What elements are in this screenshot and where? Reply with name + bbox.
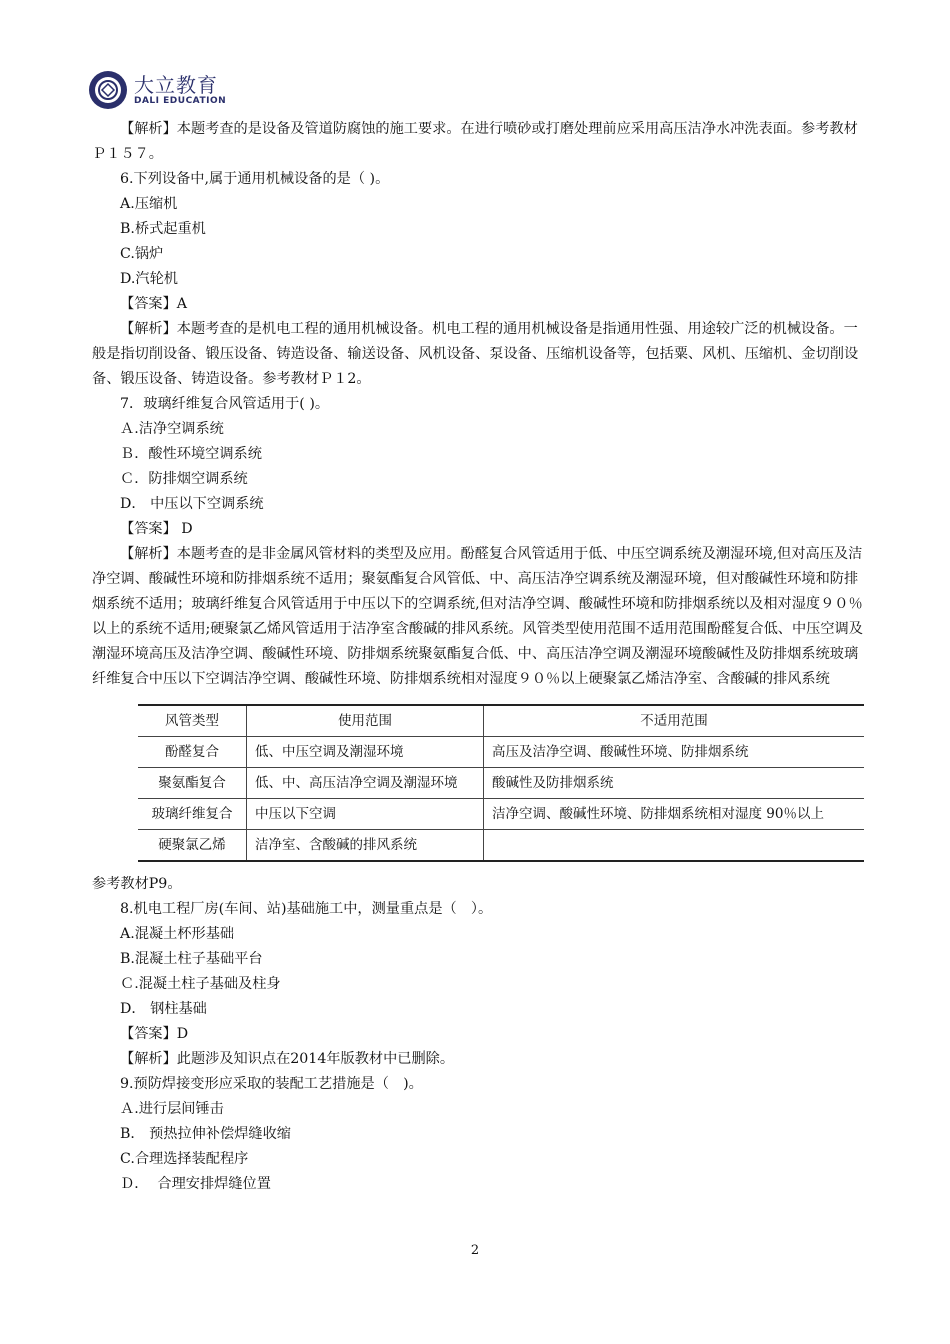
table-cell: 酸碱性及防排烟系统 xyxy=(484,768,865,799)
table-cell xyxy=(484,830,865,862)
duct-type-table xyxy=(138,704,864,862)
table-cell: 洁净空调、酸碱性环境、防排烟系统相对湿度 90％以上 xyxy=(484,799,865,830)
text-line: A.混凝土杯形基础 xyxy=(120,926,235,942)
text-line: Ｃ.混凝土柱子基础及柱身 xyxy=(120,976,281,992)
text-line: 【解析】本题考查的是设备及管道防腐蚀的施工要求。在进行喷砂或打磨处理前应采用高压洁净水冲洗表面。参考教材Ｐ１５７。 xyxy=(92,121,858,162)
table-header-row xyxy=(138,705,864,737)
text-line: D． 中压以下空调系统 xyxy=(120,496,264,512)
table-header: 不适用范围 xyxy=(484,705,865,737)
table-header: 使用范围 xyxy=(247,705,484,737)
text-line: B.桥式起重机 xyxy=(120,221,206,237)
text-line: C.合理选择装配程序 xyxy=(120,1151,249,1167)
table-cell: 聚氨酯复合 xyxy=(138,768,247,799)
header-logo xyxy=(88,70,226,110)
table-cell: 高压及洁净空调、酸碱性环境、防排烟系统 xyxy=(484,737,865,768)
dali-seal-logo xyxy=(88,70,128,110)
question-block-bottom xyxy=(92,872,867,1197)
text-line: 8.机电工程厂房(车间、站)基础施工中，测量重点是（ ）。 xyxy=(120,901,493,917)
table-cell: 中压以下空调 xyxy=(247,799,484,830)
table-header: 风管类型 xyxy=(138,705,247,737)
text-line: Ａ.进行层间锤击 xyxy=(120,1101,224,1117)
text-line: 9.预防焊接变形应采取的装配工艺措施是（ )。 xyxy=(120,1076,423,1092)
text-line: 【解析】本题考查的是机电工程的通用机械设备。机电工程的通用机械设备是指通用性强、用途较广泛的机械设备。一般是指切削设备、锻压设备、铸造设备、输送设备、风机设备、泵设备、压缩机设备等，包括粟、风机、压缩机、金切削设备、锻压设备、铸造设备。参考教材Ｐ１2。 xyxy=(92,321,859,387)
text-line: C.锅炉 xyxy=(120,246,164,262)
text-line: Ｄ． 合理安排焊缝位置 xyxy=(120,1176,271,1192)
text-line: 【解析】本题考查的是非金属风管材料的类型及应用。酚醛复合风管适用于低、中压空调系统及潮湿环境,但对高压及洁净空调、酸碱性环境和防排烟系统不适用；聚氨酯复合风管低、中、高压洁净空调系统及潮湿环境，但对酸碱性环境和防排烟系统不适用；玻璃纤维复合风管适用于中压以下的空调系统,但对洁净空调、酸碱性环境和防排烟系统以及相对湿度９０％以上的系统不适用;硬聚氯乙烯风管适用于洁净室含酸碱的排风系统。风管类型使用范围不适用范围酚醛复合低、中压空调及潮湿环境高压及洁净空调、酸碱性环境、防排烟系统聚氨酯复合低、中、高压洁净空调及潮湿环境酸碱性及防排烟系统玻璃纤维复合中压以下空调洁净空调、酸碱性环境、防排烟系统相对湿度９０％以上硬聚氯乙烯洁净室、含酸碱的排风系统 xyxy=(92,546,863,687)
text-line: D． 钢柱基础 xyxy=(120,1001,207,1017)
table-row xyxy=(138,799,864,830)
table-row xyxy=(138,830,864,862)
table-cell: 酚醛复合 xyxy=(138,737,247,768)
brand-name-en: DALI EDUCATION xyxy=(134,95,227,106)
text-line: 【解析】此题涉及知识点在2014年版教材中已删除。 xyxy=(120,1051,455,1067)
table-row xyxy=(138,768,864,799)
text-line: D.汽轮机 xyxy=(120,271,178,287)
text-line: Ｂ．酸性环境空调系统 xyxy=(120,446,262,462)
text-line: Ａ.洁净空调系统 xyxy=(120,421,224,437)
brand-name-cn: 大立教育 xyxy=(134,72,218,97)
question-block-top xyxy=(92,117,867,692)
text-line: 6.下列设备中,属于通用机械设备的是（ )。 xyxy=(120,171,390,187)
document-body xyxy=(92,117,867,1197)
text-line: Ｃ．防排烟空调系统 xyxy=(120,471,248,487)
text-line: 参考教材P9。 xyxy=(92,876,182,892)
text-line: B.混凝土柱子基础平台 xyxy=(120,951,263,967)
text-line: 【答案】D xyxy=(120,1026,189,1042)
table-row xyxy=(138,737,864,768)
text-line: 【答案】A xyxy=(120,296,187,312)
table-cell: 玻璃纤维复合 xyxy=(138,799,247,830)
table-cell: 洁净室、含酸碱的排风系统 xyxy=(247,830,484,862)
table-cell: 低、中、高压洁净空调及潮湿环境 xyxy=(247,768,484,799)
text-line: 【答案】 D xyxy=(120,521,193,537)
table-cell: 低、中压空调及潮湿环境 xyxy=(247,737,484,768)
text-line: A.压缩机 xyxy=(120,196,178,212)
text-line: B． 预热拉伸补偿焊缝收缩 xyxy=(120,1126,291,1142)
page-number: 2 xyxy=(470,1243,480,1258)
table-cell: 硬聚氯乙烯 xyxy=(138,830,247,862)
text-line: 7．玻璃纤维复合风管适用于( )。 xyxy=(120,396,330,412)
